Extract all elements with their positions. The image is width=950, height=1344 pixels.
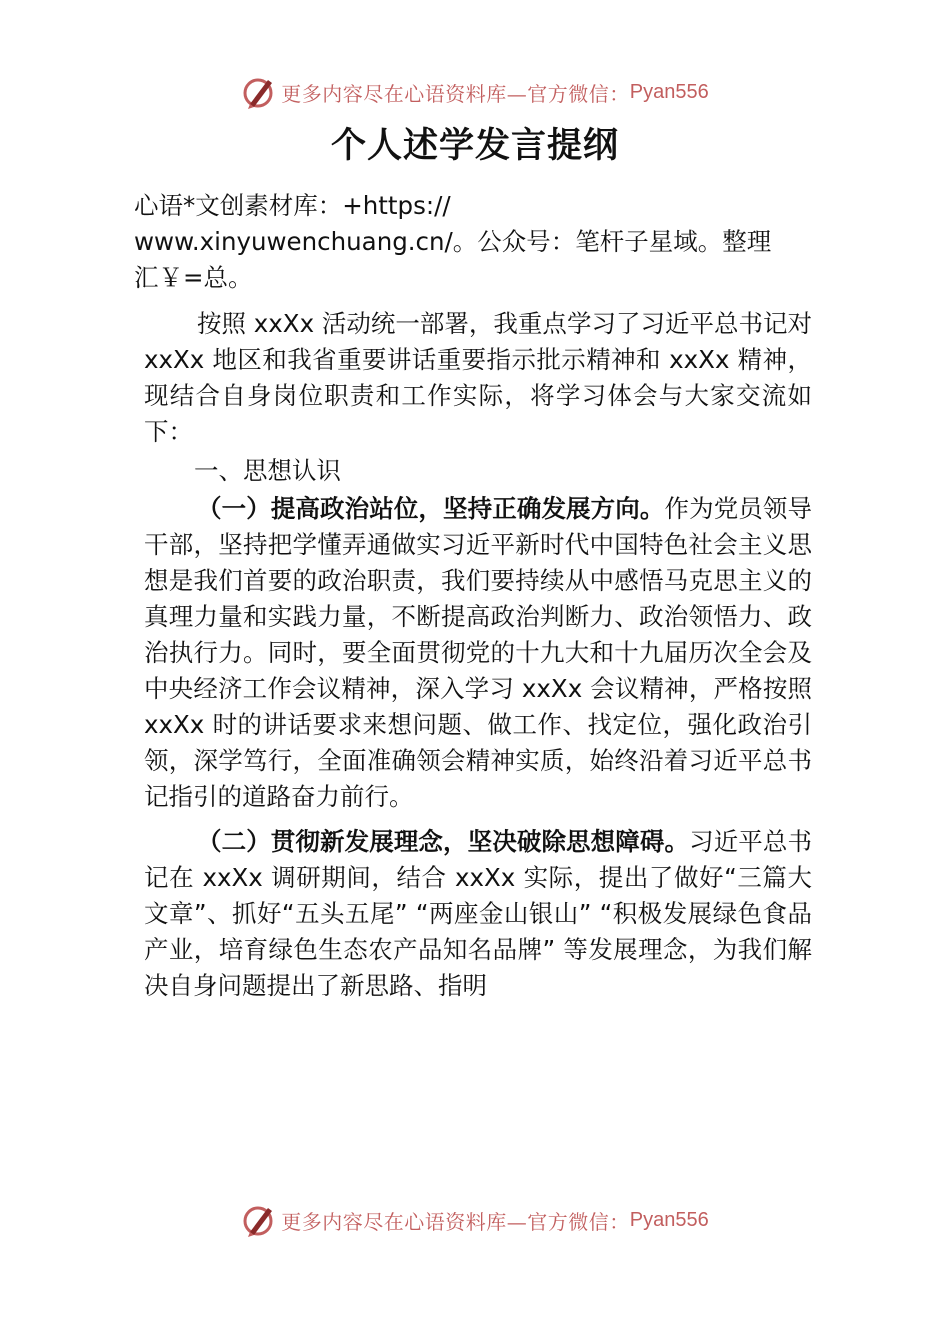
- pen-logo-icon: [241, 74, 277, 110]
- subsection-paragraph-1: [144, 491, 812, 815]
- banner-text: 更多内容尽在心语资料库—官方微信：: [281, 81, 630, 106]
- notice-line: 心语*文创素材库：+https://: [134, 191, 451, 220]
- subsection-text: 习近平总书记在 xxXx 调研期间，结合 xxXx 实际，提出了做好“三篇大文章”、抓好“五头五尾” “两座金山银山” “积极发展绿色食品产业，培育绿色生态农产品知名品牌” 等发展理念，为我们解决自身问题提出了新思路、指明: [144, 827, 813, 1000]
- banner-text: 更多内容尽在心语资料库—官方微信：: [281, 1209, 630, 1234]
- notice-line: 汇￥=总。: [134, 263, 253, 292]
- notice-line: www.xinyuwenchuang.cn/。公众号：笔杆子星域。整理: [134, 227, 772, 256]
- intro-paragraph: 按照 xxXx 活动统一部署，我重点学习了习近平总书记对 xxXx 地区和我省重要讲话重要指示批示精神和 xxXx 精神，现结合自身岗位职责和工作实际，将学习体会与大家交流如下：: [144, 309, 812, 446]
- document-body: [144, 306, 812, 1004]
- subsection-lead: （二）贯彻新发展理念，坚决破除思想障碍。: [197, 827, 690, 856]
- pen-logo-icon: [241, 1202, 277, 1238]
- banner-account: Pyan556: [629, 1208, 709, 1231]
- subsection-lead: （一）提高政治站位，坚持正确发展方向。: [197, 494, 665, 523]
- subsection-paragraph-2: [144, 824, 812, 1004]
- document-title: 个人述学发言提纲: [330, 125, 619, 166]
- subsection-text: 作为党员领导干部，坚持把学懂弄通做实习近平新时代中国特色社会主义思想是我们首要的政治职责，我们要持续从中感悟马克思主义的真理力量和实践力量，不断提高政治判断力、政治领悟力、政治执行力。同时，要全面贯彻党的十九大和十九届历次全会及中央经济工作会议精神，深入学习 xxXx 会议精神，严格按照 xxXx 时的讲话要求来想问题、做工作、找定位，强化政治引领，深学笃行，全面准确领会精神实质，始终沿着习近平总书记指引的道路奋力前行。: [144, 494, 813, 811]
- banner-account: Pyan556: [629, 80, 709, 103]
- header-banner: [0, 70, 950, 114]
- footer-banner: [0, 1198, 950, 1242]
- section-heading: 一、思想认识: [194, 456, 341, 485]
- source-notice: [134, 188, 834, 296]
